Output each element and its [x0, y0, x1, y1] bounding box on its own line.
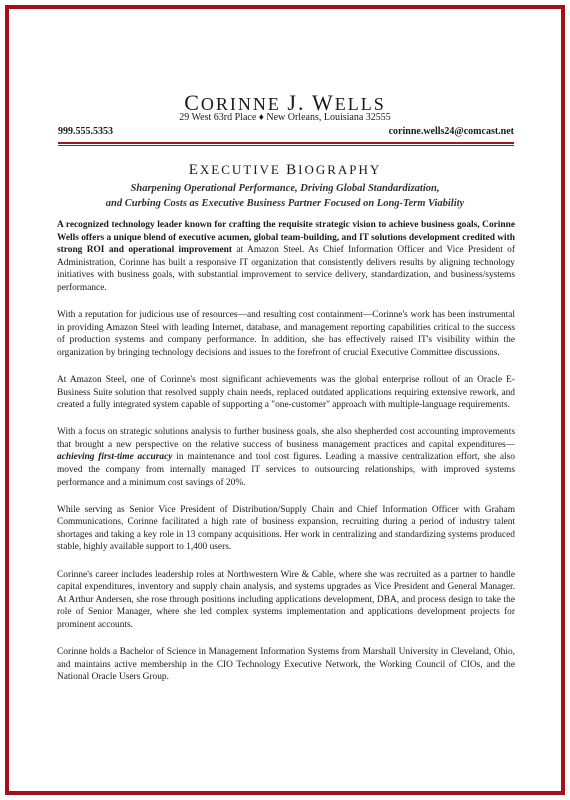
biography-body [57, 219, 515, 698]
name-first-rest: ORINNE [200, 94, 281, 114]
paragraph-4 [57, 426, 515, 489]
paragraph-2: With a reputation for judicious use of resources—and resulting cost containment—Corinne's work has been instrumental in providing Amazon Steel with leading Internet, database, and management reporting capabilities critical to the success of production systems and company performance. In addition, she has effectively raised IT's visibility within the organization by bringing technology decisions and issues to the forefront of crucial Executive Committee discussions. [57, 310, 515, 358]
paragraph-5: While serving as Senior Vice President of Distribution/Supply Chain and Chief Information Officer with Graham Communications, Corinne facilitated a high rate of business expansion, recruiting during a period of industry talent shortages and taking a key role in 13 company acquisitions. Her work in centralizing and standardizing systems produced stable, highly available support to 1,400 users. [57, 504, 515, 553]
paragraph-3: At Amazon Steel, one of Corinne's most significant achievements was the global enterprise rollout of an Oracle E-Business Suite solution that resolved supply chain needs, replaced outdated applications requiring extensive rework, and created a fully integrated system capable of supporting a "one-customer" approach with multiple-language requirements. [57, 374, 515, 411]
header-rule-thin [58, 145, 514, 146]
address-line: 29 West 63rd Place ♦ New Orleans, Louisiana 32555 [179, 112, 391, 123]
phone-number: 999.555.5353 [58, 126, 113, 137]
name-middle: J. [287, 90, 306, 115]
section-title [0, 162, 570, 179]
email-address: corinne.wells24@comcast.net [388, 126, 514, 137]
paragraph-4-emphasis: achieving first-time accuracy [57, 452, 173, 463]
tagline-line-2: and Curbing Costs as Executive Business Partner Focused on Long-Term Viability [105, 198, 465, 209]
paragraph-1-rest: at Amazon Steel. As Chief Information Officer and Vice President of Administration, Corinne has built a responsive IT organization that consistently delivers results by aligning technology initiatives with business goals, with substantial improvement to service delivery, standardization, and business/systems performance. [57, 245, 515, 293]
name-initial: C [184, 90, 201, 115]
name-last-rest: ELLS [334, 94, 386, 114]
title-rest: XECUTIVE [199, 162, 281, 177]
paragraph-7: Corinne holds a Bachelor of Science in Management Information Systems from Marshall University in Cleveland, Ohio, and maintains active membership in the CIO Technology Executive Network, the Working Council of CIOs, and the National Oracle Users Group. [57, 647, 515, 683]
paragraph-4-end: in maintenance and tool cost figures. Leading a massive centralization effort, she also moved the company from internally managed IT services to outsourcing relationships, with improved systems performance and a minimum cost savings of 20%. [57, 452, 515, 488]
tagline [50, 181, 520, 211]
name-last-initial: W [311, 90, 335, 115]
tagline-line-1: Sharpening Operational Performance, Driving Global Standardization, [130, 183, 440, 194]
paragraph-1 [57, 219, 515, 295]
contact-row [58, 126, 514, 137]
paragraph-1-bold: A recognized technology leader known for crafting the requisite strategic vision to achieve business goals, Corinne Wells offers a unique blend of executive acumen, global team-building, and IT solutions development credited with strong ROI and operational improvement [57, 220, 515, 256]
paragraph-4-start: With a focus on strategic solutions analysis to further business goals, she also shepherded cost accounting improvements that brought a new perspective on the relative success of business management practices and capital expenditures— [57, 427, 515, 450]
title-initial: E [188, 162, 200, 178]
header-rule [58, 142, 514, 144]
paragraph-6: Corinne's career includes leadership roles at Northwestern Wire & Cable, where she was recruited as a partner to handle capital expenditures, inventory and supply chain analysis, and systems upgrades as Vice President and General Manager. At Arthur Andersen, she rose through positions including applications development, DBA, and process design to take the role of Senior Manager, where she led complex systems implementation and applications development projects for prominent accounts. [57, 569, 515, 630]
title2-initial: B [286, 162, 299, 178]
title2-rest: IOGRAPHY [298, 162, 382, 177]
